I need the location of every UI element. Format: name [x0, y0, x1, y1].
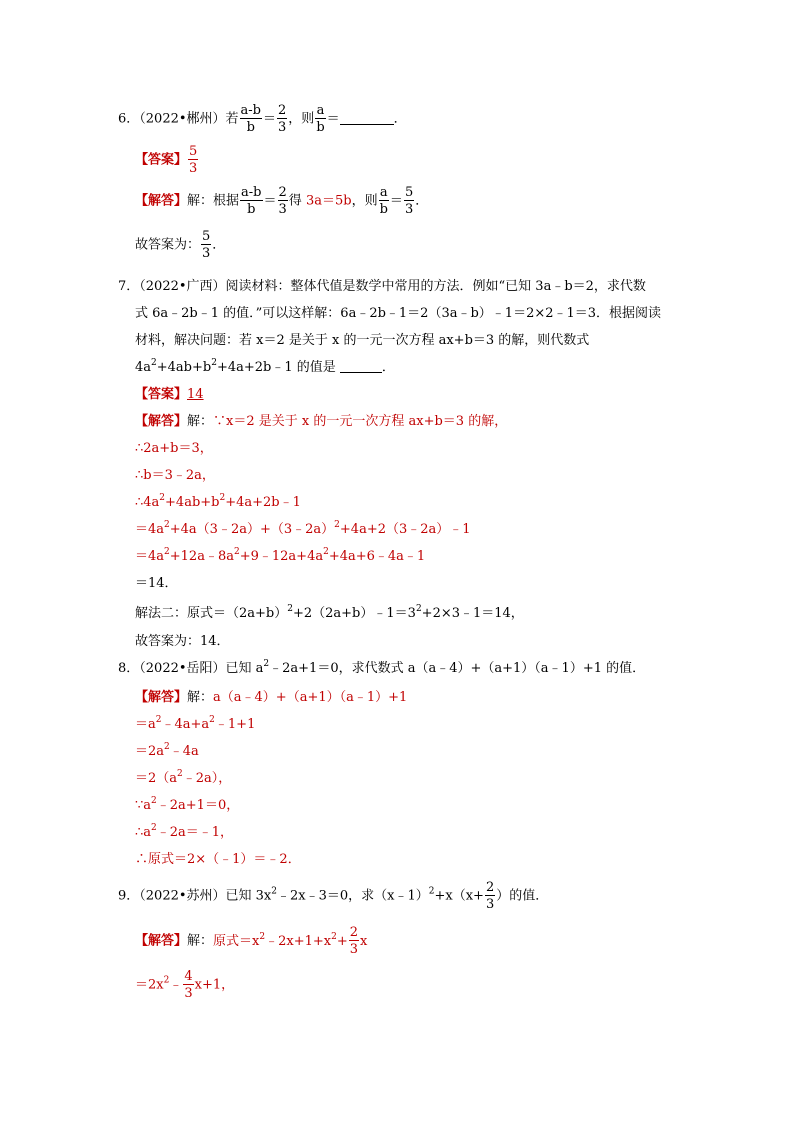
q8-step: $=a^2﹣4a+a^2﹣1+1$: [135, 715, 256, 732]
q6-stem: 6．（2022•郴州）若 $\frac{a-b}{b}$ ＝ $\frac{2}{3}$ ，则 $\frac{a}{b}$ ＝ ．: [118, 103, 407, 135]
fraction: $\frac{5}{3}$: [404, 185, 414, 217]
fraction: $\frac{4}{3}$: [184, 969, 193, 1001]
q8-stem: 8．（2022•岳阳）已知 $a^2﹣2a+1=0$，求代数式 a（a﹣4）+（a+1）（a﹣1）+1 的值．: [118, 659, 646, 676]
solution-tag: 【解答】: [135, 414, 188, 429]
q7-step: ∴b＝3﹣2a，: [135, 468, 215, 483]
q8-solution: 【解答】解：a（a﹣4）+（a+1）（a﹣1）+1: [135, 690, 408, 705]
solution-tag: 【解答】: [135, 933, 188, 949]
q7-step: $=4a^2+4a(3﹣2a)+(3﹣2a)^2+4a+2(3﹣2a)﹣1$: [135, 520, 471, 537]
fraction: $\frac{5}{3}$: [202, 229, 211, 261]
q8-step: $=2a^2﹣4a$: [135, 742, 199, 759]
fraction: $\frac{a-b}{b}$: [241, 185, 262, 217]
fraction: $\frac{2}{3}$: [349, 925, 359, 957]
solution-tag: 【解答】: [135, 193, 188, 209]
solution-tag: 【解答】: [135, 690, 188, 705]
q7-line2: 式 6a﹣2b﹣1 的值．”可以这样解：6a﹣2b﹣1＝2（3a﹣b）﹣1＝2×2﹣1＝3．根据阅读: [135, 306, 662, 321]
q9-stem: 9．（2022•苏州）已知 $3x^2﹣2x﹣3=0$，求（x﹣1）$^2$+x（x+ $\frac{2}{3}$ ）的值．: [118, 880, 549, 912]
q7-step: $\therefore 4a^2+4ab+b^2+4a+2b﹣1$: [135, 493, 301, 510]
fraction: $\frac{5}{3}$: [189, 144, 198, 176]
fraction: $\frac{2}{3}$: [485, 880, 495, 912]
fraction: $\frac{2}{3}$: [278, 185, 287, 217]
q7-solution: 【解答】解：∵x＝2 是关于 x 的一元一次方程 ax+b＝3 的解，: [135, 414, 508, 429]
q9-step: $=2x^2﹣$ $\frac{4}{3}$ x+1，: [135, 969, 235, 1001]
q6-answer: [135, 145, 199, 175]
fraction: $\frac{a-b}{b}$: [240, 103, 261, 135]
q8-step: $\therefore a^2﹣2a=﹣1$，: [135, 823, 234, 840]
q6-final: 故答案为： $\frac{5}{3}$ ．: [135, 229, 226, 261]
q7-step: ∴2a+b＝3，: [135, 441, 213, 456]
answer-blank: [340, 112, 394, 125]
q7-answer: [135, 383, 204, 402]
q7-final: 故答案为：14．: [135, 634, 230, 649]
q7-line3: 材料，解决问题：若 x＝2 是关于 x 的一元一次方程 ax+b＝3 的解，则代数式: [135, 333, 590, 348]
q7-step: $=4a^2+12a﹣8a^2+9﹣12a+4a^2+4a+6﹣4a﹣1$: [135, 547, 426, 564]
q7-alt-method: 解法二：原式$=(2a+b)^2+2(2a+b)﹣1=3^2+2\times 3﹣1=14$，: [135, 604, 524, 621]
q8-step: $=2(a^2﹣2a)$，: [135, 769, 232, 786]
fraction: $\frac{2}{3}$: [278, 103, 287, 135]
q8-step: $\because a^2﹣2a+1=0$，: [135, 796, 240, 813]
answer-tag: 【答案】: [135, 152, 188, 168]
q7-step: ＝14．: [135, 576, 178, 591]
answer-blank: [340, 360, 382, 373]
answer-value: 14: [187, 387, 204, 402]
fraction: $\frac{a}{b}$: [379, 185, 388, 217]
q8-step: ∴原式＝2×（﹣1）＝﹣2．: [135, 852, 301, 867]
q9-solution: 【解答】解：原式$=x^2﹣2x+1+x^2+$ $\frac{2}{3}$ x: [135, 925, 368, 957]
q7-line1: 7．（2022•广西）阅读材料：整体代值是数学中常用的方法．例如“已知 3a﹣b＝2，求代数: [118, 279, 646, 294]
answer-tag: 【答案】: [135, 387, 188, 402]
q6-solution: 【解答】解：根据 $\frac{a-b}{b}$ ＝ $\frac{2}{3}$ 得 3a＝5b，则 $\frac{a}{b}$ ＝ $\frac{5}{3}$ ．: [135, 185, 429, 217]
fraction: $\frac{a}{b}$: [316, 103, 325, 135]
q7-line4: $4a^2+4ab+b^2+4a+2b﹣1$ 的值是 ．: [135, 358, 395, 375]
